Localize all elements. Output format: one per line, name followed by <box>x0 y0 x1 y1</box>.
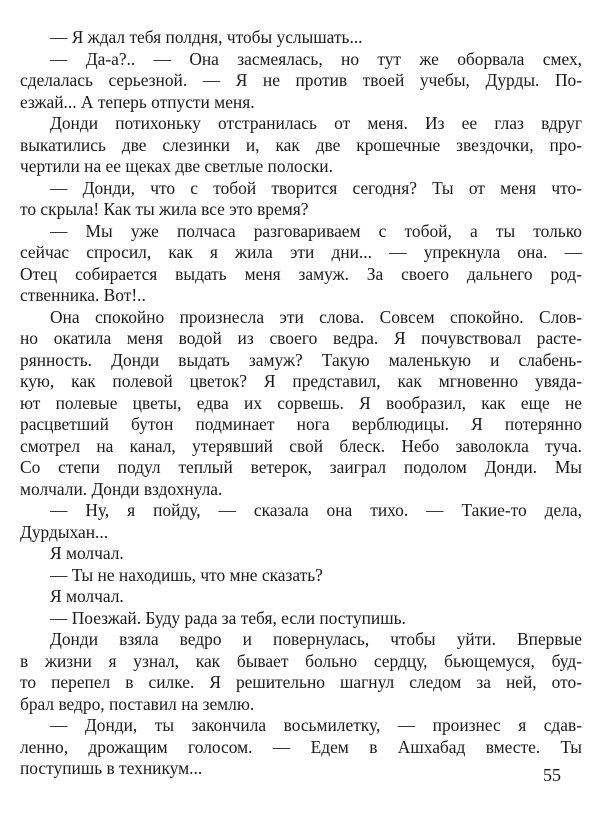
text-line: выкатились две слезинки и, как две крошечные звездочки, про- <box>20 134 582 155</box>
text-line: молчали. Донди вздохнула. <box>20 478 223 499</box>
book-page-text <box>20 27 582 780</box>
text-line: Дурдыхан... <box>20 521 109 542</box>
text-line: — Ну, я пойду, — сказала она тихо. — Такие-то дела, <box>50 500 582 520</box>
text-line: Отец собирается выдать меня замуж. За своего дальнего род- <box>20 263 582 284</box>
text-line: кую, как полевой цветок? Я представил, как мгновенно увяда- <box>20 371 582 391</box>
text-line: езжай... А теперь отпусти меня. <box>20 91 255 112</box>
text-line: — Поезжай. Буду рада за тебя, если поступишь. <box>50 607 406 628</box>
page-number: 55 <box>543 765 561 785</box>
text-line: сейчас спросил, как я жила эти дни... — упрекнула она. — <box>20 242 582 262</box>
text-line: — Донди, что с тобой творится сегодня? Ты от меня что- <box>50 177 582 198</box>
text-line: ют полевые цветы, едва их сорвешь. Я вообразил, как еще не <box>20 392 582 413</box>
text-line: — Мы уже полчаса разговариваем с тобой, а ты только <box>50 220 582 241</box>
text-line: Она спокойно произнесла эти слова. Совсем спокойно. Слов- <box>50 306 582 327</box>
text-line: — Донди, ты закончила восьмилетку, — произнес я сдав- <box>50 715 582 735</box>
text-line: — Я ждал тебя полдня, чтобы услышать... <box>50 27 363 47</box>
text-line: в жизни я узнал, как бывает больно сердцу, бьющемуся, буд- <box>20 650 582 671</box>
text-line: брал ведро, поставил на землю. <box>20 693 255 714</box>
text-line: Со степи подул теплый ветерок, заиграл подолом Донди. Мы <box>20 457 582 477</box>
text-line: расцветший бутон подминает нога верблюдицы. Я потерянно <box>20 414 582 434</box>
text-line: Я молчал. <box>50 586 124 606</box>
text-line: ственника. Вот!.. <box>20 285 146 305</box>
text-line: чертили на ее щеках две светлые полоски. <box>20 156 333 176</box>
text-line: Я молчал. <box>50 543 124 563</box>
text-line: ленно, дрожащим голосом. — Едем в Ашхабад вместе. Ты <box>20 736 582 757</box>
text-line: Донди потихоньку отстранилась от меня. Из ее глаз вдруг <box>50 113 582 133</box>
text-line: рянность. Донди выдать замуж? Такую маленькую и слабень- <box>20 349 582 370</box>
text-line: поступишь в техникум... <box>20 758 203 778</box>
text-line: Донди взяла ведро и повернулась, чтобы уйти. Впервые <box>50 629 582 649</box>
text-line: — Ты не находишь, что мне сказать? <box>50 564 323 585</box>
text-line: — Да-а?.. — Она засмеялась, но тут же оборвала смех, <box>50 48 582 69</box>
text-line: но окатила меня водой из своего ведра. Я почувствовал расте- <box>20 328 582 348</box>
text-line: то перепел в силке. Я решительно шагнул следом за ней, ото- <box>20 672 582 692</box>
text-line: смотрел на канал, утерявший свой блеск. Небо заволокла туча. <box>20 435 582 456</box>
text-line: сделалась серьезной. — Я не против твоей учебы, Дурды. По- <box>20 70 582 90</box>
text-line: то скрыла! Как ты жила все это время? <box>20 199 309 219</box>
